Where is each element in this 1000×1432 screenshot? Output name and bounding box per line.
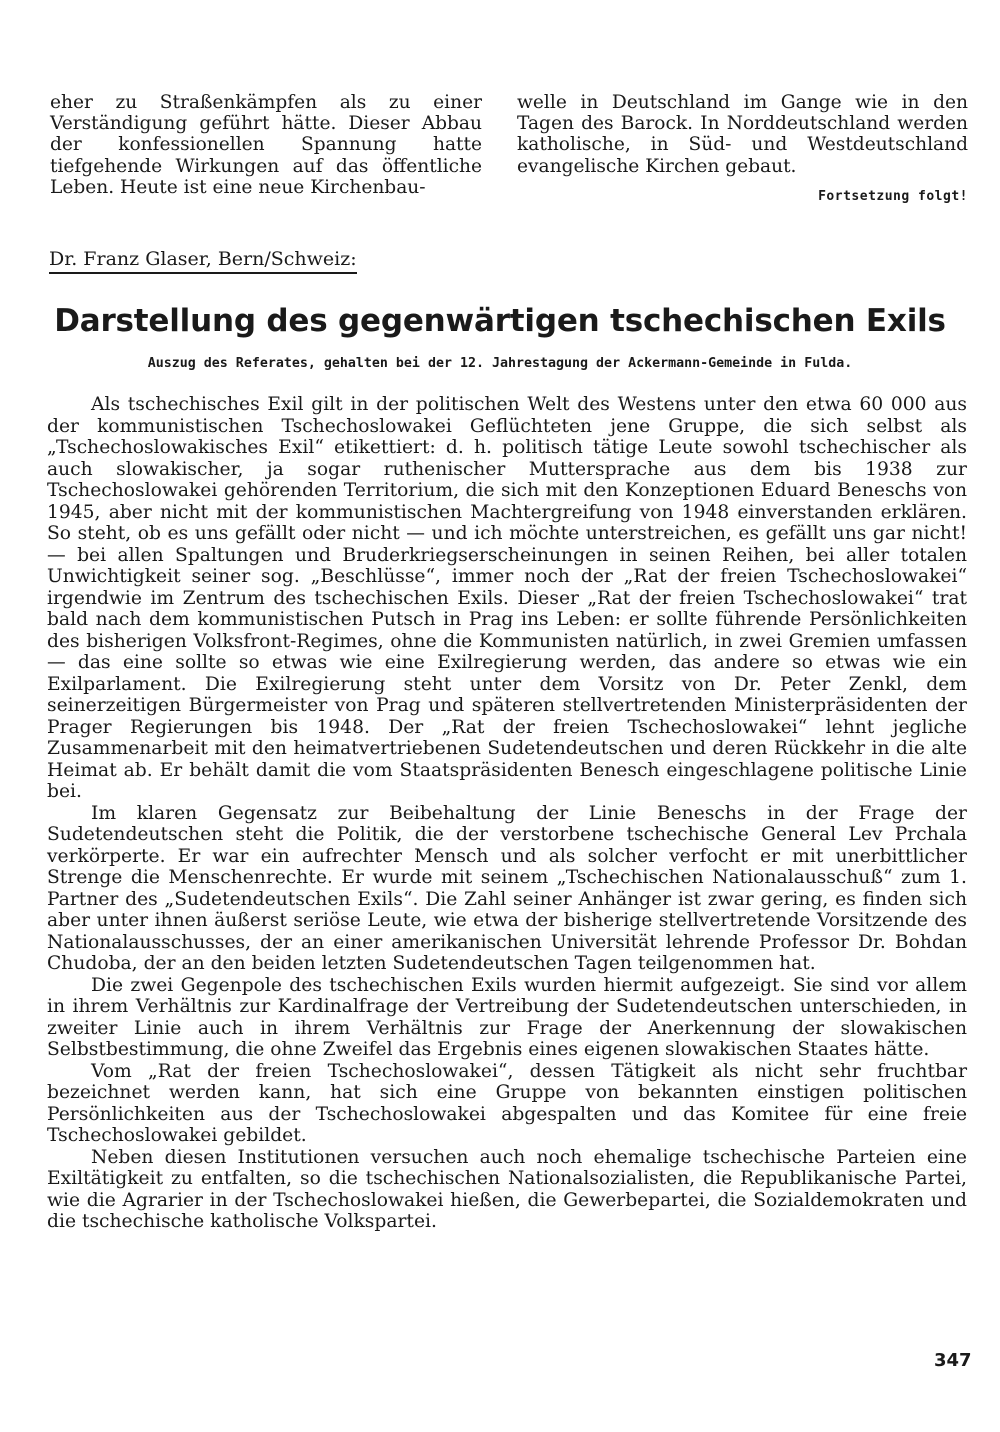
paragraph: Als tschechisches Exil gilt in der politischen Welt des Westens unter den etwa 60 000 aus der kommunistischen Tschechoslowakei Geflüchteten jene Gruppe, die sich selbst als „Tschechoslowakisches Exil“ etikettiert: d. h. politisch tätige Leute sowohl tschechischer als auch slowakischer, ja sogar ruthenischer Muttersprache aus dem bis 1938 zur Tschechoslowakei gehörenden Territorium, die sich mit den Konzeptionen Eduard Beneschs von 1945, aber nicht mit der kommunistischen Machtergreifung von 1948 einverstanden erklären. So steht, ob es uns gefällt oder nicht — und ich möchte unterstreichen, es gefällt uns gar nicht! — bei allen Spaltungen und Bruderkriegserscheinungen in seinen Reihen, bei aller totalen Unwichtigkeit seiner sog. „Beschlüsse“, immer noch der „Rat der freien Tschechoslowakei“ irgendwie im Zentrum des tschechischen Exils. Dieser „Rat der freien Tschechoslowakei“ trat bald nach dem kommunistischen Putsch in Prag ins Leben: er sollte führende Persönlichkeiten des bisherigen Volksfront-Regimes, ohne die Kommunisten natürlich, in zwei Gremien umfassen — das eine sollte so etwas wie eine Exilregierung werden, das andere so etwas wie ein Exilparlament. Die Exilregierung steht unter dem Vorsitz von Dr. Peter Zenkl, dem seinerzeitigen Bürgermeister von Prag und späteren stellvertretenden Ministerpräsidenten der Prager Regierungen bis 1948. Der „Rat der freien Tschechoslowakei“ lehnt jegliche Zusammenarbeit mit den heimatvertriebenen Sudetendeutschen und deren Rückkehr in die alte Heimat ab. Er behält damit die vom Staatspräsidenten Benesch eingeschlagene politische Linie bei. [47,394,967,802]
paragraph: Die zwei Gegenpole des tschechischen Exils wurden hiermit aufgezeigt. Sie sind vor allem in ihrem Verhältnis zur Kardinalfrage der Vertreibung der Sudetendeutschen unterschieden, in zweiter Linie auch in ihrem Verhältnis zur Frage der Anerkennung der slowakischen Selbstbestimmung, die ohne Zweifel das Ergebnis eines eigenen slowakischen Staates hätte. [47,974,967,1060]
right-column [517,92,968,177]
right-column-text: welle in Deutschland im Gange wie in den Tagen des Barock. In Norddeutschland werden katholische, in Süd- und Westdeutschland evangelische Kirchen gebaut. [517,92,968,177]
paragraph: Neben diesen Institutionen versuchen auch noch ehemalige tschechische Parteien eine Exiltätigkeit zu entfalten, so die tschechischen Nationalsozialisten, die Republikanische Partei, wie die Agrarier in der Tschechoslowakei hießen, die Gewerbepartei, die Sozialdemokraten und die tschechische katholische Volkspartei. [47,1146,967,1232]
paragraph: Vom „Rat der freien Tschechoslowakei“, dessen Tätigkeit als nicht sehr fruchtbar bezeichnet werden kann, hat sich eine Gruppe von bekannten einstigen politischen Persönlichkeiten aus der Tschechoslowakei abgespalten und das Komitee für eine freie Tschechoslowakei gebildet. [47,1060,967,1146]
left-column-text: eher zu Straßenkämpfen als zu einer Verständigung geführt hätte. Dieser Abbau der konfessionellen Spannung hatte tiefgehende Wirkungen auf das öffentliche Leben. Heute ist eine neue Kirchenbau- [50,92,482,198]
continuation-note: Fortsetzung folgt! [818,189,968,204]
author-byline: Dr. Franz Glaser, Bern/Schweiz: [49,248,357,274]
previous-article-ending [50,92,968,212]
article-body [47,394,967,1233]
left-column [50,92,482,198]
page-number: 347 [934,1350,972,1371]
paragraph: Im klaren Gegensatz zur Beibehaltung der Linie Beneschs in der Frage der Sudetendeutschen steht die Politik, die der verstorbene tschechische General Lev Prchala verkörperte. Er war ein aufrechter Mensch und als solcher verfocht er mit unerbittlicher Strenge die Menschenrechte. Er wurde mit seinem „Tschechischen Nationalausschuß“ zum 1. Partner des „Sudetendeutschen Exils“. Die Zahl seiner Anhänger ist zwar gering, es finden sich aber unter ihnen äußerst seriöse Leute, wie etwa der bisherige stellvertretende Vorsitzende des Nationalausschusses, der an einer amerikanischen Universität lehrende Professor Dr. Bohdan Chudoba, der an den beiden letzten Sudetendeutschen Tagen teilgenommen hat. [47,802,967,974]
article-title: Darstellung des gegenwärtigen tschechischen Exils [54,303,946,339]
article-subtitle: Auszug des Referates, gehalten bei der 12. Jahrestagung der Ackermann-Gemeinde in Fulda. [147,356,853,371]
